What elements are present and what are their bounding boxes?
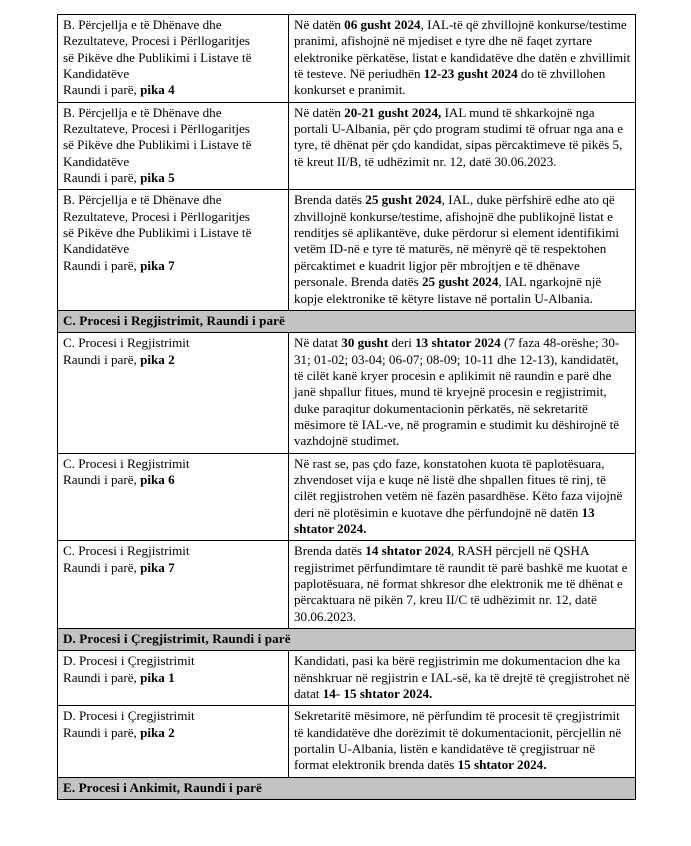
emphasis-date-text: 15 shtator 2024. bbox=[457, 757, 547, 773]
reference-line: së Pikëve dhe Publikimi i Listave të bbox=[63, 49, 252, 65]
row-reference-cell bbox=[58, 453, 289, 541]
row-reference-cell bbox=[58, 15, 289, 103]
point-number-label: pika 2 bbox=[140, 351, 175, 367]
table-row bbox=[58, 541, 636, 629]
description-text: Në datën bbox=[294, 104, 345, 120]
reference-line: C. Procesi i Regjistrimit bbox=[63, 455, 190, 471]
round-label: Raundi i parë, bbox=[63, 669, 141, 685]
section-header-label: C. Procesi i Regjistrimit, Raundi i parë bbox=[58, 310, 636, 332]
row-description-cell bbox=[289, 15, 636, 103]
emphasis-date-text: 14 shtator 2024 bbox=[365, 543, 451, 559]
description-text: deri bbox=[388, 335, 416, 351]
section-header-row bbox=[58, 629, 636, 651]
reference-line: Kandidatëve bbox=[63, 241, 130, 257]
reference-line: B. Përcjellja e të Dhënave dhe bbox=[63, 192, 222, 208]
row-reference-cell bbox=[58, 190, 289, 310]
description-text: Në datën bbox=[294, 17, 345, 32]
point-number-label: pika 1 bbox=[140, 669, 175, 685]
round-label: Raundi i parë, bbox=[63, 82, 141, 98]
reference-line: Rezultateve, Procesi i Përllogaritjes bbox=[63, 208, 250, 224]
table-body bbox=[58, 15, 636, 800]
process-calendar-table bbox=[57, 14, 636, 800]
table-row bbox=[58, 453, 636, 541]
emphasis-date-text: 25 gusht 2024 bbox=[421, 274, 499, 290]
table-row bbox=[58, 651, 636, 706]
reference-line: Kandidatëve bbox=[63, 153, 130, 169]
section-header-label: E. Procesi i Ankimit, Raundi i parë bbox=[58, 777, 636, 799]
description-text: (7 faza 48-orëshe; 30-31; 01-02; 03-04; 06-07; 08-09; 10-11 dhe 12-13), kandidatët, të cilët kanë kryer procesin e aplikimit në raundin e parë dhe janë shpallur fitues, mund të kryejnë procesin e regjistrimit, duke paraqitur dokumentacionin përkatës, në sekretaritë mësimore të IAL-ve, në programin e studimit ku dëshirojnë të vazhdojnë studimet. bbox=[294, 335, 620, 449]
reference-line: B. Përcjellja e të Dhënave dhe bbox=[63, 104, 222, 120]
reference-line: Rezultateve, Procesi i Përllogaritjes bbox=[63, 121, 250, 137]
row-description-cell bbox=[289, 541, 636, 629]
reference-line: së Pikëve dhe Publikimi i Listave të bbox=[63, 225, 252, 241]
reference-line: C. Procesi i Regjistrimit bbox=[63, 543, 190, 559]
row-description-cell bbox=[289, 651, 636, 706]
description-text: Në datat bbox=[294, 335, 342, 351]
reference-line: Kandidatëve bbox=[63, 66, 130, 82]
row-description-cell bbox=[289, 706, 636, 777]
reference-line: B. Përcjellja e të Dhënave dhe bbox=[63, 17, 222, 32]
row-reference-cell bbox=[58, 541, 289, 629]
table-row bbox=[58, 102, 636, 190]
emphasis-date-text: 30 gusht bbox=[341, 335, 389, 351]
round-label: Raundi i parë, bbox=[63, 471, 141, 487]
row-description-cell bbox=[289, 102, 636, 190]
emphasis-date-text: 13 shtator 2024. bbox=[294, 504, 595, 536]
description-text: , RASH përcjell në QSHA regjistrimet përfundimtare të raundit të parë bashkë me kuotat e paplotësuara, në format shkresor dhe elektronik me të dhënat e përcaktuara në pikën 7, kreu II/C të udhëzimit nr. 12, datë 30.06.2023. bbox=[294, 543, 628, 624]
description-text: do të zhvillohen konkurset e pranimit. bbox=[294, 66, 606, 98]
round-label: Raundi i parë, bbox=[63, 351, 141, 367]
row-description-cell bbox=[289, 190, 636, 310]
description-text: , IAL ngarkojnë një kopje elektronike të këtyre listave në portalin U-Albania. bbox=[294, 274, 602, 306]
emphasis-date-text: 14- 15 shtator 2024. bbox=[322, 686, 433, 702]
reference-line: D. Procesi i Çregjistrimit bbox=[63, 708, 195, 724]
reference-line: së Pikëve dhe Publikimi i Listave të bbox=[63, 137, 252, 153]
point-number-label: pika 7 bbox=[140, 257, 175, 273]
table-row bbox=[58, 190, 636, 310]
emphasis-date-text: 12-23 gusht 2024 bbox=[423, 66, 518, 82]
point-number-label: pika 4 bbox=[140, 82, 175, 98]
reference-line: Rezultateve, Procesi i Përllogaritjes bbox=[63, 33, 250, 49]
round-label: Raundi i parë, bbox=[63, 559, 141, 575]
description-text: Në rast se, pas çdo faze, konstatohen kuota të paplotësuara, zhvendoset vija e kuqe në listë dhe shpallen fitues të rinj, të cilët regjistrohen vetëm në fazën pasardhëse. Këto faza vijojnë deri në plotësimin e kuotave dhe përfundojnë në datën bbox=[294, 455, 623, 520]
point-number-label: pika 7 bbox=[140, 559, 175, 575]
description-text: IAL mund të shkarkojnë nga portali U-Albania, për çdo program studimi të ofruar nga ana e tyre, të dhënat për çdo kandidat, sipas përcaktimeve të pikës 5, të kreut II/B, të udhëzimit nr. 12, datë 30.06.2023. bbox=[294, 104, 624, 169]
emphasis-date-text: 13 shtator 2024 bbox=[415, 335, 501, 351]
row-reference-cell bbox=[58, 651, 289, 706]
table-row bbox=[58, 333, 636, 453]
section-header-label: D. Procesi i Çregjistrimit, Raundi i parë bbox=[58, 629, 636, 651]
description-text: Kandidati, pasi ka bërë regjistrimin me dokumentacion dhe ka nënshkruar në regjistrin e IAL-së, ka të drejtë të çregjistrohet në datat bbox=[294, 653, 630, 702]
point-number-label: pika 6 bbox=[140, 471, 175, 487]
emphasis-date-text: 06 gusht 2024 bbox=[344, 17, 421, 32]
round-label: Raundi i parë, bbox=[63, 170, 141, 186]
description-text: Sekretaritë mësimore, në përfundim të procesit të çregjistrimit të kandidatëve dhe dorëzimit të dokumentacionit, përcjellin në portalin U-Albania, listën e kandidatëve të çregjistruar në format elektronik brenda datës bbox=[294, 708, 622, 773]
reference-line: D. Procesi i Çregjistrimit bbox=[63, 653, 195, 669]
description-text: , IAL-të që zhvillojnë konkurse/testime pranimi, afishojnë në mjediset e tyre dhe në faqet zyrtare elektronike përkatëse, listat e kandidatëve dhe datën e zhvillimit të testeve. Në periudhën bbox=[294, 17, 631, 82]
point-number-label: pika 5 bbox=[140, 170, 175, 186]
point-number-label: pika 2 bbox=[140, 724, 175, 740]
row-reference-cell bbox=[58, 102, 289, 190]
reference-line: C. Procesi i Regjistrimit bbox=[63, 335, 190, 351]
round-label: Raundi i parë, bbox=[63, 724, 141, 740]
emphasis-date-text: 20-21 gusht 2024, bbox=[344, 104, 442, 120]
section-header-row bbox=[58, 777, 636, 799]
row-description-cell bbox=[289, 453, 636, 541]
row-reference-cell bbox=[58, 706, 289, 777]
emphasis-date-text: 25 gusht 2024 bbox=[365, 192, 442, 208]
table-row bbox=[58, 15, 636, 103]
row-reference-cell bbox=[58, 333, 289, 453]
round-label: Raundi i parë, bbox=[63, 257, 141, 273]
description-text: , IAL, duke përfshirë edhe ato që zhvillojnë konkurse/testime, afishojnë dhe publikojnë listat e renditjes së aplikantëve, duke përdorur si element identifikimi vetëm ID-në e tyre të maturës, në mënyrë që të respektohen përcaktimet e kuadrit ligjor për mbrojtjen e të dhënave personale. Brenda datës bbox=[294, 192, 620, 290]
table-row bbox=[58, 706, 636, 777]
description-text: Brenda datës bbox=[294, 543, 366, 559]
row-description-cell bbox=[289, 333, 636, 453]
description-text: Brenda datës bbox=[294, 192, 366, 208]
section-header-row bbox=[58, 310, 636, 332]
